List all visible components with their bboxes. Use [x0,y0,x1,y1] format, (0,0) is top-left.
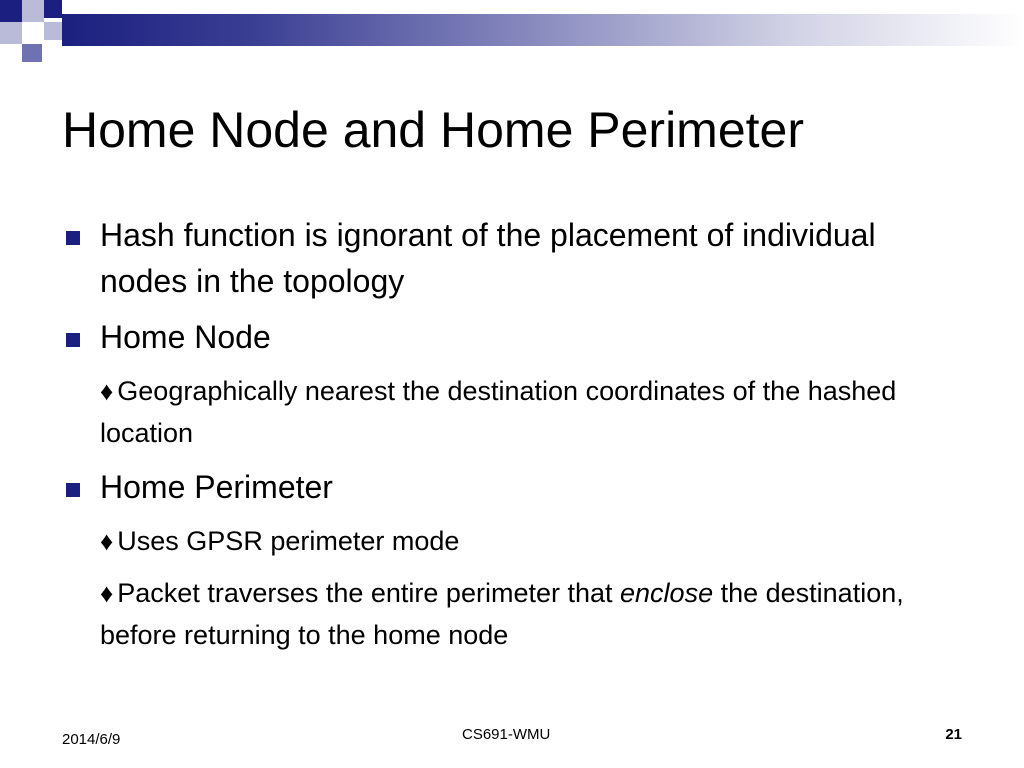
square-bullet-icon [66,483,80,497]
page-number: 21 [945,726,962,743]
sub-bullet-text: Geographically nearest the destination coordinates of the hashed location [100,376,897,448]
sub-bullet-item [100,370,962,454]
header-gradient-bar [62,14,1024,46]
sub-bullet-emphasis: enclose [620,578,714,608]
footer-date: 2014/6/9 [62,731,121,748]
sub-bullet-text-start: Packet traverses the entire perimeter that [117,578,621,608]
slide-body [62,212,962,666]
bullet-text: Home Node [100,319,271,355]
bullet-text: Hash function is ignorant of the placement of individual nodes in the topology [100,217,876,299]
slide-title: Home Node and Home Perimeter [62,102,804,158]
bullet-item [62,464,962,510]
diamond-bullet-icon: ♦ [100,578,114,608]
sub-bullet-text: Uses GPSR perimeter mode [117,526,460,556]
bullet-item [62,314,962,360]
bullet-text: Home Perimeter [100,469,333,505]
sub-bullet-item [100,520,962,562]
bullet-item [62,212,962,304]
footer-course: CS691-WMU [462,726,551,743]
square-bullet-icon [66,333,80,347]
square-bullet-icon [66,231,80,245]
sub-bullet-item [100,572,962,656]
diamond-bullet-icon: ♦ [100,526,114,556]
sub-bullet-text-end: the destination, before returning to the home node [100,578,904,650]
diamond-bullet-icon: ♦ [100,376,114,406]
